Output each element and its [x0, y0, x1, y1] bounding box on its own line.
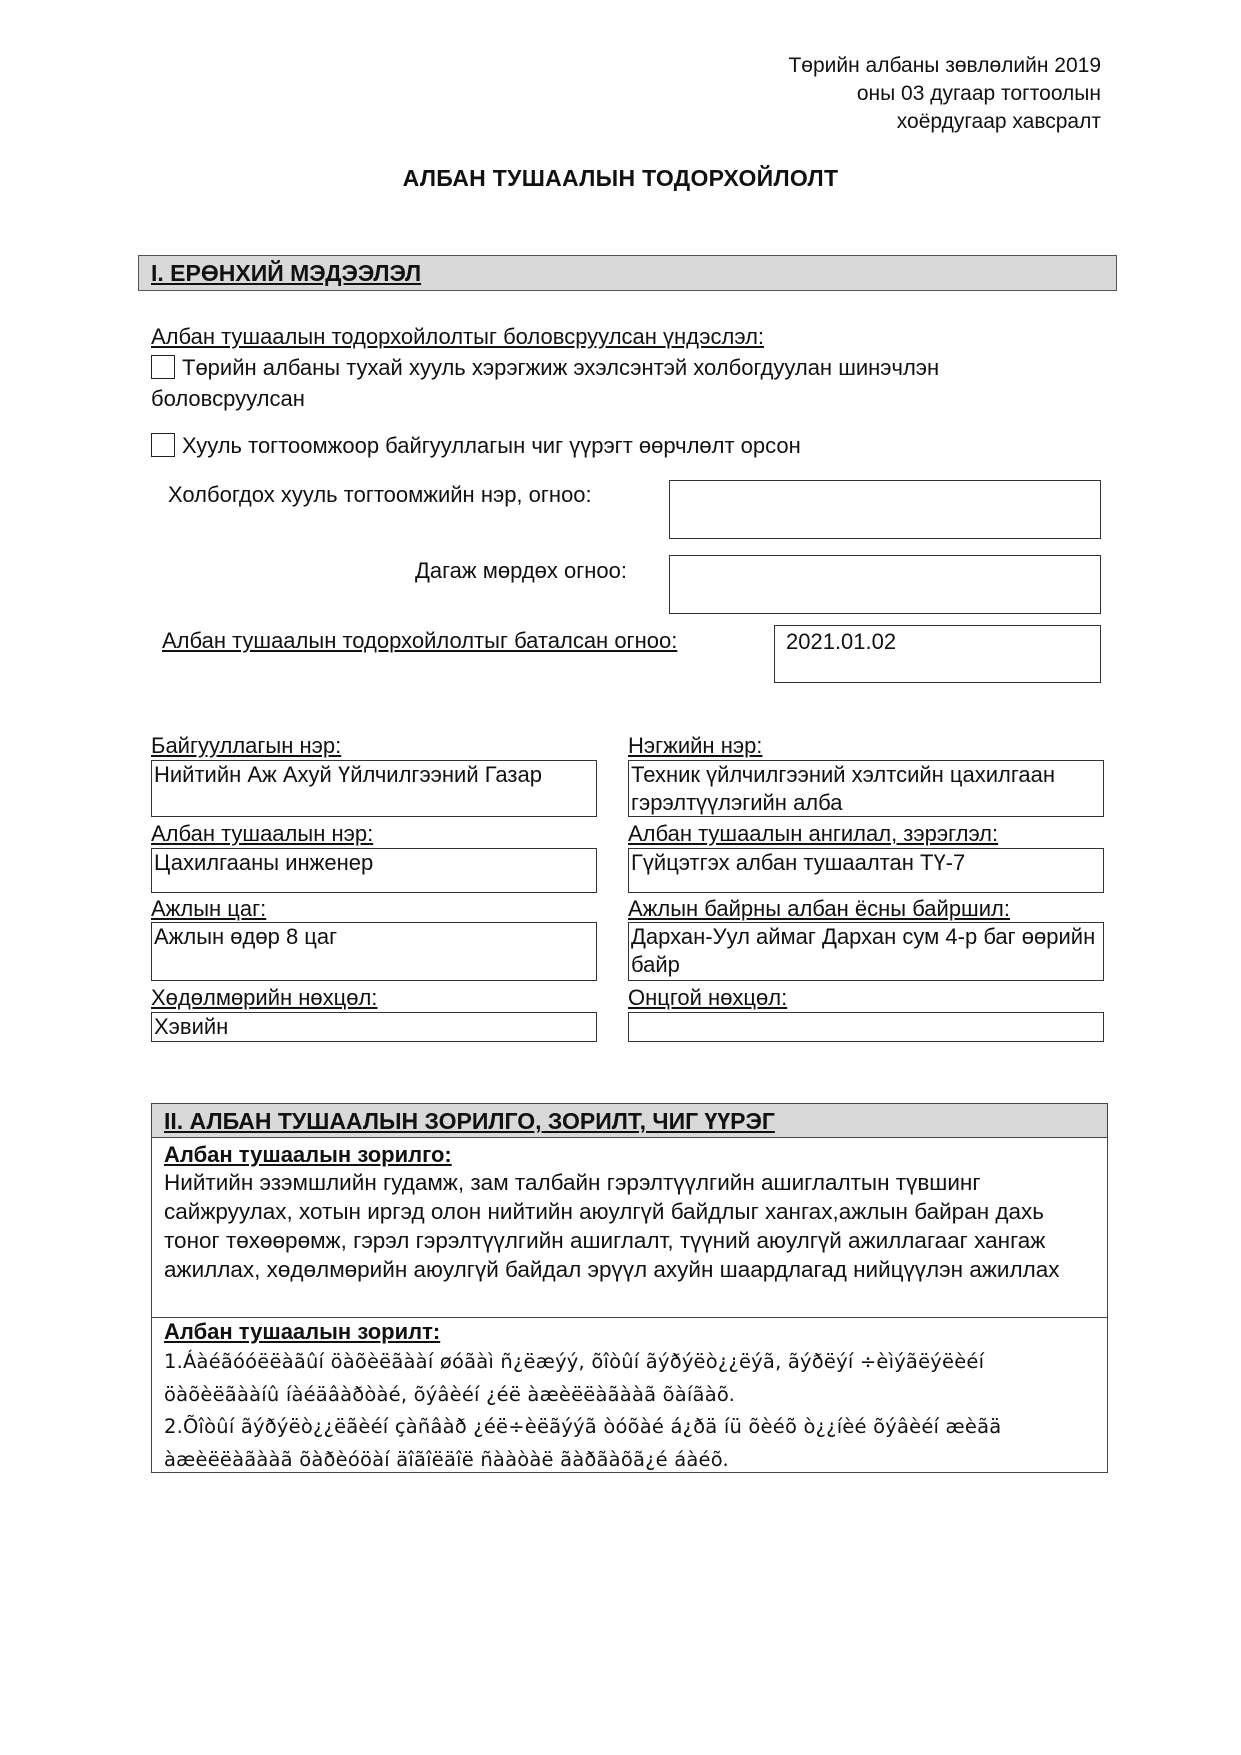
section-2-header — [152, 1104, 1107, 1138]
objective-item-1: 1.Áàéãóóëëàãûí öàõèëãààí øóãàì ñ¿ëæýý, õîòûí ãýðýëò¿¿ëýã, ãýðëýí ÷èìýãëýëèéí öàõèëãààíû íàéäâàðòàé, õýâèéí ¿éë àæèëëàãààã õàíãàõ. — [164, 1350, 985, 1406]
position-class-field[interactable]: Гүйцэтгэх албан тушаалтан ТҮ-7 — [628, 848, 1104, 893]
unit-name-field[interactable]: Техник үйлчилгээний хэлтсийн цахилгаан гэрэлтүүлэгийн алба — [628, 760, 1104, 817]
section-2-table — [151, 1103, 1108, 1473]
position-name-field[interactable]: Цахилгааны инженер — [151, 848, 597, 893]
option-1-text: Төрийн албаны тухай хууль хэрэгжиж эхэлсэнтэй холбогдуулан шинэчлэн — [182, 355, 940, 380]
option-1-checkbox[interactable] — [151, 355, 175, 379]
option-2-row — [151, 431, 801, 460]
special-conditions-label: Онцгой нөхцөл: — [628, 985, 788, 1010]
option-1-text-cont: боловсруулсан — [151, 386, 305, 411]
related-law-field[interactable] — [669, 480, 1101, 539]
work-hours-field[interactable]: Ажлын өдөр 8 цаг — [151, 922, 597, 981]
org-name-field[interactable]: Нийтийн Аж Ахуй Үйлчилгээний Газар — [151, 760, 597, 817]
header-note-line-1: Төрийн албаны зөвлөлийн 2019 — [788, 54, 1101, 77]
work-conditions-label: Хөдөлмөрийн нөхцөл: — [151, 985, 378, 1010]
special-conditions-field[interactable] — [628, 1012, 1104, 1042]
objective-label: Албан тушаалын зорилт: — [164, 1319, 441, 1344]
unit-name-label: Нэгжийн нэр: — [628, 733, 763, 758]
section-2-title: II. АЛБАН ТУШААЛЫН ЗОРИЛГО, ЗОРИЛТ, ЧИГ ҮҮРЭГ — [164, 1108, 775, 1134]
section-1-title: I. ЕРӨНХИЙ МЭДЭЭЛЭЛ — [151, 260, 422, 286]
purpose-label: Албан тушаалын зорилго: — [164, 1142, 452, 1167]
option-1-row — [151, 353, 939, 382]
approved-date-field[interactable]: 2021.01.02 — [774, 625, 1101, 683]
basis-label: Албан тушаалын тодорхойлолтыг боловсруулсан үндэслэл: — [151, 324, 765, 349]
effective-date-label: Дагаж мөрдөх огноо: — [415, 558, 628, 583]
related-law-label: Холбогдох хууль тогтоомжийн нэр, огноо: — [168, 482, 592, 507]
work-location-label: Ажлын байрны албан ёсны байршил: — [628, 896, 1010, 921]
option-2-checkbox[interactable] — [151, 433, 175, 457]
document-title: АЛБАН ТУШААЛЫН ТОДОРХОЙЛОЛТ — [402, 165, 839, 191]
effective-date-field[interactable] — [669, 555, 1101, 614]
table-row-divider — [152, 1317, 1107, 1318]
work-conditions-field[interactable]: Хэвийн — [151, 1012, 597, 1042]
work-location-field[interactable]: Дархан-Уул аймаг Дархан сум 4-р баг өөрийн байр — [628, 922, 1104, 981]
work-hours-label: Ажлын цаг: — [151, 896, 267, 921]
approved-date-label: Албан тушаалын тодорхойлолтыг баталсан огноо: — [162, 628, 678, 653]
option-2-text: Хууль тогтоомжоор байгууллагын чиг үүрэгт өөрчлөлт орсон — [182, 433, 801, 458]
position-name-label: Албан тушаалын нэр: — [151, 821, 374, 846]
section-1-header — [138, 255, 1117, 291]
position-class-label: Албан тушаалын ангилал, зэрэглэл: — [628, 821, 999, 846]
header-note — [788, 52, 1101, 136]
purpose-text: Нийтийн эзэмшлийн гудамж, зам талбайн гэрэлтүүлгийн ашиглалтын түвшинг сайжруулах, хотын иргэд олон нийтийн аюулгүй байдлыг хангах,ажлын байран дахь тоног төхөөрөмж, гэрэл гэрэлтүүлгийн ашиглалт, түүний аюулгүй ажиллагааг хангаж ажиллах, хөдөлмөрийн аюулгүй байдал эрүүл ахуйн шаардлагад нийцүүлэн ажиллах — [164, 1170, 1060, 1282]
objective-item-2: 2.Õîòûí ãýðýëò¿¿ëãèéí çàñâàð ¿éë÷èëãýýã òóõàé á¿ðä íü õèéõ ò¿¿íèé õýâèéí æèãä àæèëëàãààã õàðèóöàí äîãîëäîë ñààòàë ãàðãàõã¿é áàéõ. — [164, 1415, 1002, 1471]
header-note-line-3: хоёрдугаар хавсралт — [896, 110, 1101, 133]
org-name-label: Байгууллагын нэр: — [151, 733, 342, 758]
header-note-line-2: оны 03 дугаар тогтоолын — [856, 82, 1101, 105]
